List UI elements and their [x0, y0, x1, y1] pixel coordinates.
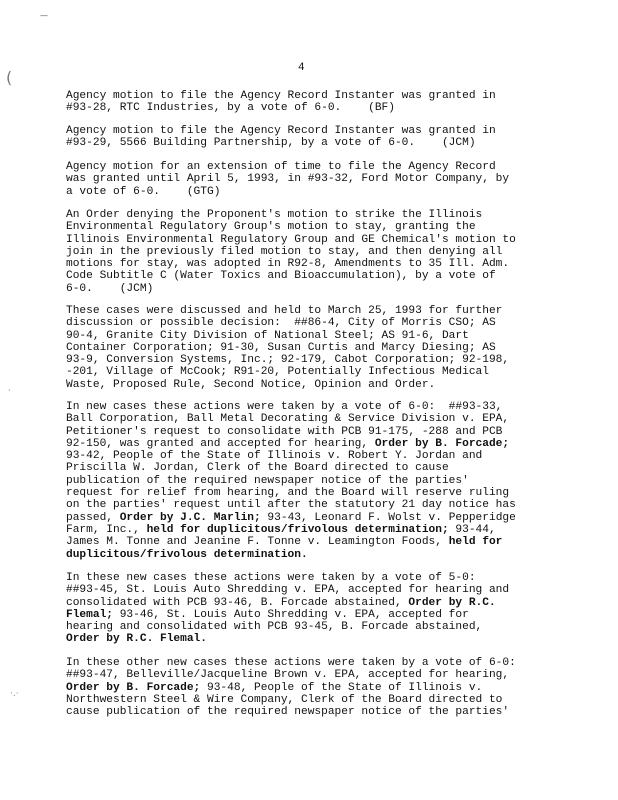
text-segment: request for relief from hearing, and the Board will reserve ruling	[66, 487, 510, 500]
bold-text: Order by R.C. Flemal.	[66, 633, 207, 646]
text-segment: consolidated with PCB 93-46, B. Forcade abstained,	[66, 596, 409, 609]
text-line	[66, 499, 516, 511]
text-segment: 93-46, St. Louis Auto Shredding v. EPA, accepted for	[113, 608, 469, 621]
bold-text: Order by B. Forcade;	[374, 437, 510, 450]
text-segment: motions for stay, was adopted in R92-8, Amendments to 35 Ill. Adm.	[66, 258, 510, 271]
text-segment: cause publication of the required newspaper notice of the parties'	[66, 706, 510, 719]
text-line	[66, 330, 509, 342]
text-segment: #93-28, RTC Industries, by a vote of 6-0. (BF)	[66, 102, 395, 115]
text-line	[66, 366, 509, 378]
text-segment: a vote of 6-0. (GTG)	[66, 185, 221, 198]
text-line	[66, 186, 509, 198]
text-line	[66, 487, 516, 499]
paragraph-p1	[66, 90, 496, 115]
text-line	[66, 536, 516, 548]
text-segment: Priscilla W. Jordan, Clerk of the Board directed to cause	[66, 462, 449, 475]
text-segment: In these new cases these actions were taken by a vote of 5-0:	[66, 572, 476, 584]
text-line	[66, 657, 516, 669]
paragraph-p5	[66, 305, 509, 391]
text-line	[66, 633, 509, 645]
text-segment: 93-9, Conversion Systems, Inc.; 92-179, Cabot Corporation; 92-198,	[66, 354, 510, 367]
text-line	[66, 694, 516, 706]
scan-mark-top: —	[40, 11, 48, 20]
text-segment: These cases were discussed and held to March 25, 1993 for further	[66, 305, 503, 317]
text-line	[66, 354, 509, 366]
paragraph-p3	[66, 161, 509, 198]
text-segment: Code Subtitle C (Water Toxics and Bioaccumulation), by a vote of	[66, 270, 496, 283]
text-line	[66, 209, 516, 221]
text-line	[66, 90, 496, 102]
text-line	[66, 234, 516, 246]
text-segment: #93-29, 5566 Building Partnership, by a vote of 6-0. (JCM)	[66, 137, 476, 150]
bold-text: Order by B. Forcade;	[66, 681, 201, 694]
scan-mark-left-bottom: ·.·	[10, 689, 19, 699]
text-segment: 6-0. (JCM)	[66, 282, 154, 295]
text-segment: Petitioner's request to consolidate with PCB 91-175, -288 and PCB	[66, 425, 503, 438]
text-line	[66, 401, 516, 413]
text-segment: An Order denying the Proponent's motion to strike the Illinois	[66, 209, 483, 221]
text-segment: passed,	[66, 511, 120, 524]
text-segment: Farm, Inc.,	[66, 523, 147, 536]
text-segment: 93-48, People of the State of Illinois v.	[200, 681, 483, 694]
text-line	[66, 283, 516, 295]
page-number: 4	[298, 62, 305, 74]
bold-text: held for duplicitous/frivolous determination;	[146, 523, 449, 536]
paragraph-p8	[66, 657, 516, 718]
text-line	[66, 475, 516, 487]
text-segment: Agency motion to file the Agency Record Instanter was granted in	[66, 90, 496, 102]
text-line	[66, 682, 516, 694]
text-line	[66, 450, 516, 462]
paragraph-p6	[66, 401, 516, 561]
text-line	[66, 342, 509, 354]
bold-text: held for	[448, 536, 503, 549]
text-line	[66, 125, 496, 137]
text-segment: Ball Corporation, Ball Metal Decorating & Service Division v. EPA,	[66, 413, 510, 426]
bold-text: duplicitous/frivolous determination.	[66, 548, 308, 561]
text-line	[66, 621, 509, 633]
text-segment: Waste, Proposed Rule, Second Notice, Opinion and Order.	[66, 378, 436, 391]
text-segment: Environmental Regulatory Group's motion to stay, granting the	[66, 221, 476, 234]
text-segment: 93-42, People of the State of Illinois v. Robert Y. Jordan and	[66, 450, 483, 463]
text-line	[66, 305, 509, 317]
text-line	[66, 379, 509, 391]
text-line	[66, 221, 516, 233]
text-segment: 92-150, was granted and accepted for hearing,	[66, 437, 375, 450]
text-segment: join in the previously filed motion to stay, and then denying all	[66, 245, 503, 258]
text-line	[66, 161, 509, 173]
text-segment: ##93-45, St. Louis Auto Shredding v. EPA, accepted for hearing and	[66, 584, 510, 597]
text-line	[66, 102, 496, 114]
paragraph-p7	[66, 572, 509, 646]
text-line	[66, 137, 496, 149]
text-line	[66, 438, 516, 450]
text-line	[66, 572, 509, 584]
bold-text: Order by J.C. Marlin;	[119, 511, 261, 524]
text-segment: 90-4, Granite City Division of National Steel; AS 91-6, Dart	[66, 329, 469, 342]
text-segment: Agency motion to file the Agency Record Instanter was granted in	[66, 125, 496, 137]
text-segment: Illinois Environmental Regulatory Group and GE Chemical's motion to	[66, 233, 516, 246]
text-line	[66, 317, 509, 329]
text-line	[66, 512, 516, 524]
text-line	[66, 706, 516, 718]
paragraph-p4	[66, 209, 516, 295]
text-segment: -201, Village of McCook; R91-20, Potentially Infectious Medical	[66, 366, 489, 379]
text-line	[66, 669, 516, 681]
text-segment: publication of the required newspaper notice of the parties'	[66, 474, 469, 487]
text-segment: In these other new cases these actions were taken by a vote of 6-0:	[66, 657, 516, 669]
text-line	[66, 609, 509, 621]
bold-text: Flemal;	[66, 608, 113, 621]
text-segment: discussion or possible decision: ##86-4, City of Morris CSO; AS	[66, 317, 496, 330]
text-segment: 93-43, Leonard F. Wolst v. Pepperidge	[260, 511, 516, 524]
text-segment: Northwestern Steel & Wire Company, Clerk of the Board directed to	[66, 693, 503, 706]
text-segment: was granted until April 5, 1993, in #93-32, Ford Motor Company, by	[66, 173, 510, 186]
text-segment: on the parties' request until after the statutory 21 day notice has	[66, 499, 516, 512]
text-segment: Container Corporation; 91-30, Susan Curtis and Marcy Diesing; AS	[66, 341, 496, 354]
text-line	[66, 549, 516, 561]
text-segment: In new cases these actions were taken by a vote of 6-0: ##93-33,	[66, 401, 503, 413]
text-segment: James M. Tonne and Jeanine F. Tonne v. Leamington Foods,	[66, 536, 449, 549]
scan-mark-left-bracket: (	[6, 68, 13, 87]
text-line	[66, 426, 516, 438]
paragraph-p2	[66, 125, 496, 150]
text-segment: hearing and consolidated with PCB 93-45, B. Forcade abstained,	[66, 621, 483, 634]
text-line	[66, 524, 516, 536]
text-line	[66, 270, 516, 282]
text-line	[66, 258, 516, 270]
text-segment: Agency motion for an extension of time to file the Agency Record	[66, 161, 496, 173]
text-line	[66, 462, 516, 474]
text-line	[66, 413, 516, 425]
text-segment: 93-44,	[448, 523, 496, 536]
bold-text: Order by R.C.	[408, 596, 496, 609]
text-line	[66, 584, 509, 596]
text-line	[66, 246, 516, 258]
text-line	[66, 173, 509, 185]
text-segment: ##93-47, Belleville/Jacqueline Brown v. EPA, accepted for hearing,	[66, 669, 510, 682]
text-line	[66, 597, 509, 609]
scan-mark-left-mid: ·	[8, 386, 11, 396]
